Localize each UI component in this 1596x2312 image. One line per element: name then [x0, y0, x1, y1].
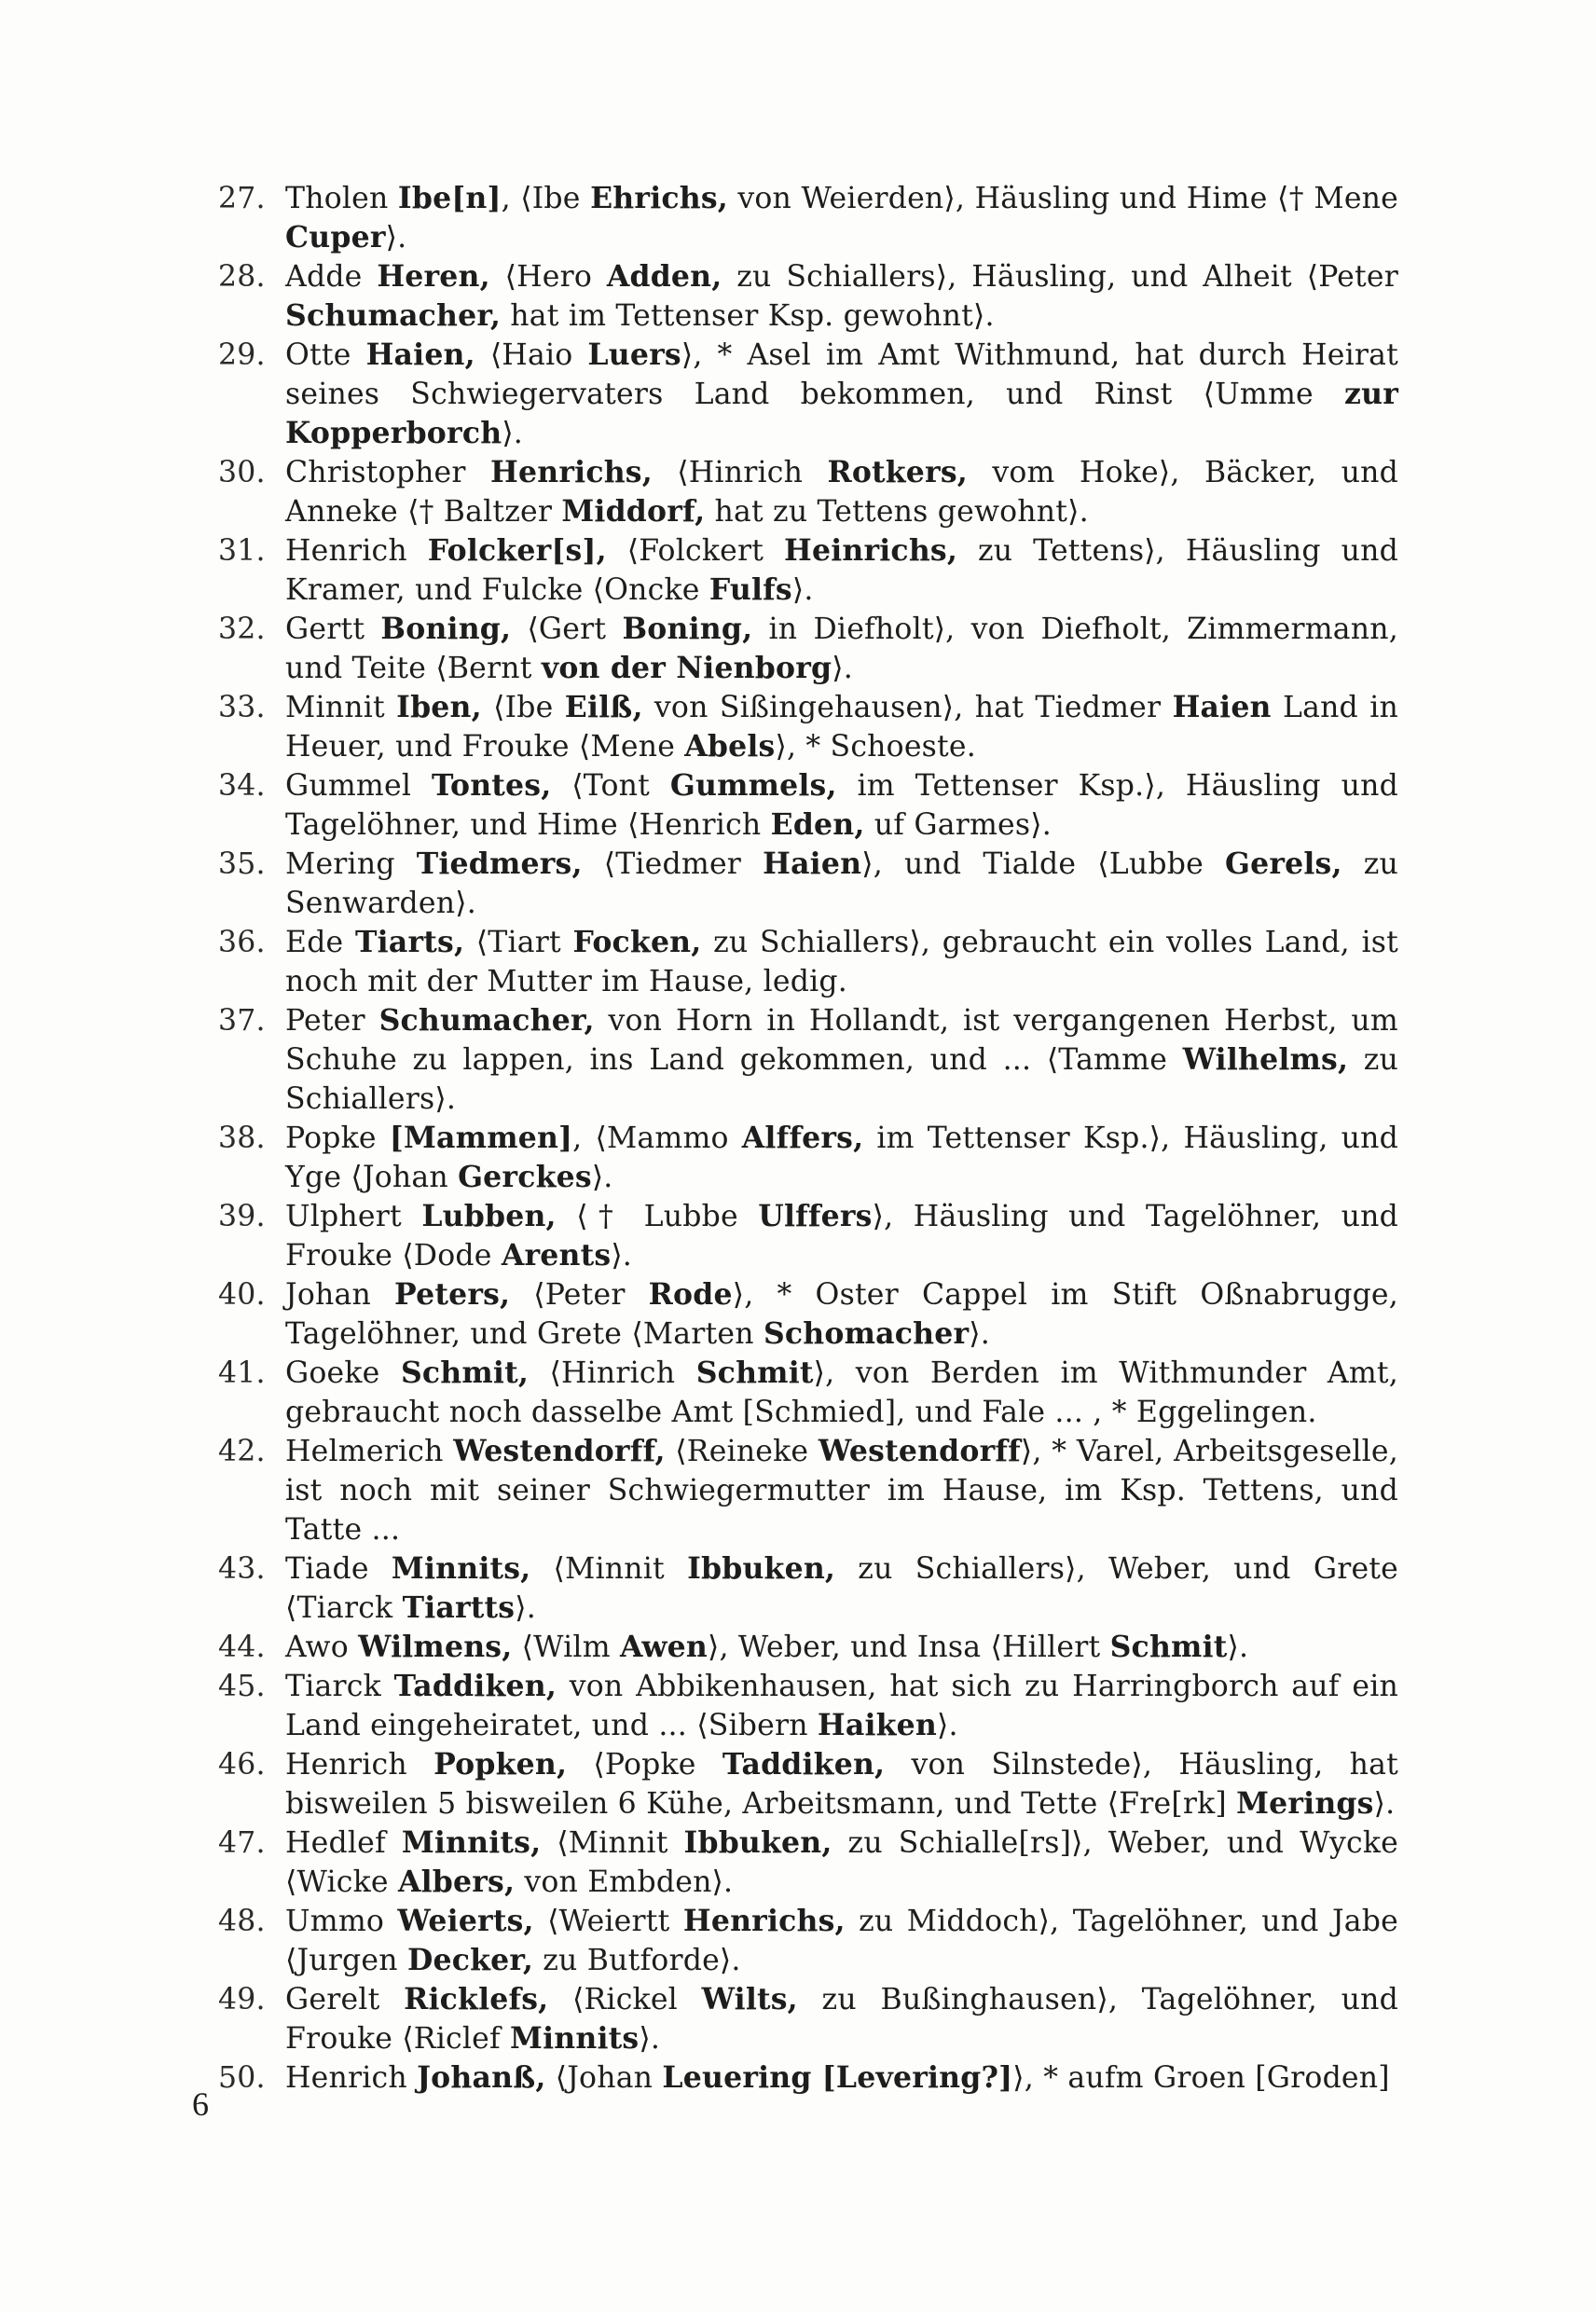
entry-text-segment: ⟨Tiedmer — [582, 847, 764, 881]
entry-name-bold: Eden, — [770, 807, 865, 842]
entry-text-segment: ⟨Peter — [510, 1278, 649, 1312]
entry-text-segment: zu Schialle[rs]⟩, Weber, und Wycke ⟨Wicke — [285, 1826, 1398, 1899]
entry-text-segment: zu Senwarden⟩. — [285, 847, 1398, 920]
entry-text-segment: Ummo — [285, 1905, 398, 1938]
entry-number: 37. — [218, 1004, 266, 1038]
entry-text-segment: Ede — [285, 926, 356, 959]
entry-text — [285, 260, 1398, 333]
entry-text-segment: ⟨Hinrich — [652, 456, 828, 489]
register-entry — [218, 1902, 1398, 1980]
entry-text-segment: Helmerich — [285, 1435, 454, 1468]
entry-name-bold: Heinrichs, — [784, 533, 958, 568]
entry-number: 43. — [218, 1552, 266, 1586]
entry-text-segment: ⟨Tiart — [464, 926, 573, 959]
entry-name-bold: [Mammen] — [389, 1121, 573, 1155]
entry-name-bold: Minnits, — [391, 1551, 531, 1586]
register-entry — [218, 1432, 1398, 1549]
entry-text-segment: ⟩. — [791, 573, 814, 607]
entry-text-segment: ⟩. — [639, 2022, 661, 2056]
entry-name-bold: Ulffers — [758, 1199, 873, 1233]
entry-text-segment: ⟩, * Varel, Arbeitsgeselle, ist noch mit seiner Schwiegermutter im Hause, im Ksp. Tettens, und Tatte ... — [285, 1435, 1398, 1547]
entry-text-segment: Otte — [285, 338, 366, 372]
register-entry — [218, 1549, 1398, 1628]
entry-text-segment: ⟩, * Oster Cappel im Stift Oßnabrugge, Tagelöhner, und Grete ⟨Marten — [285, 1278, 1398, 1351]
entry-text — [285, 612, 1398, 685]
entry-text-segment: in Diefholt⟩, von Diefholt, Zimmermann, und Teite ⟨Bernt — [285, 612, 1398, 685]
entry-text-segment: ⟨Wilm — [512, 1631, 620, 1664]
entry-text-segment: Gertt — [285, 612, 381, 646]
entry-name-bold: Merings — [1236, 1786, 1374, 1821]
entry-text-segment: ⟨Minnit — [530, 1552, 688, 1586]
entry-number: 35. — [218, 847, 266, 881]
entry-text-segment: ⟨Tont — [551, 769, 670, 803]
entry-text-segment: ⟨† Lubbe — [556, 1200, 759, 1233]
entry-number: 32. — [218, 612, 266, 646]
entry-text-segment: zu Tettens⟩, Häusling und Kramer, und Fulcke ⟨Oncke — [285, 534, 1398, 607]
entry-name-bold: Taddiken, — [722, 1747, 886, 1782]
entry-text-segment: Peter — [285, 1004, 379, 1038]
entry-text-segment: ⟨Hinrich — [529, 1356, 696, 1390]
entry-number: 44. — [218, 1631, 266, 1664]
entry-name-bold: Lubben, — [421, 1199, 557, 1233]
register-entry — [218, 1119, 1398, 1197]
entry-text-segment: Minnit — [285, 691, 397, 724]
entry-name-bold: zur Kopperborch — [285, 377, 1398, 450]
entry-name-bold: Schmit — [1109, 1630, 1228, 1664]
register-entry — [218, 453, 1398, 531]
entry-name-bold: Awen — [619, 1630, 709, 1664]
entry-text-segment: Awo — [285, 1631, 359, 1664]
entry-name-bold: Ibbuken, — [687, 1551, 836, 1586]
entry-name-bold: Henrichs, — [490, 455, 653, 489]
entry-text-segment: Gummel — [285, 769, 432, 803]
entry-name-bold: Wilts, — [701, 1982, 798, 2016]
entry-number: 47. — [218, 1826, 266, 1860]
entry-number: 49. — [218, 1983, 266, 2016]
entry-text-segment: , ⟨Mammo — [572, 1122, 742, 1155]
entry-text-segment: ⟩. — [611, 1239, 633, 1273]
entry-text-segment: ⟨Minnit — [541, 1826, 684, 1860]
entry-name-bold: Ricklefs, — [404, 1982, 549, 2016]
entry-text — [285, 769, 1398, 842]
entry-number: 48. — [218, 1905, 266, 1938]
entry-name-bold: Albers, — [397, 1865, 516, 1899]
entry-number: 46. — [218, 1748, 266, 1782]
entry-name-bold: Abels — [684, 729, 776, 764]
entry-text-segment: zu Schiallers⟩, Weber, und Grete ⟨Tiarck — [285, 1552, 1398, 1625]
entry-name-bold: Boning, — [622, 612, 753, 646]
entry-name-bold: Rotkers, — [827, 455, 968, 489]
entry-text-segment: ⟩. — [385, 221, 407, 255]
entry-text — [285, 1356, 1398, 1429]
entry-number: 29. — [218, 338, 266, 372]
entry-text-segment: ⟨Ibe — [481, 691, 565, 724]
register-entry — [218, 1745, 1398, 1823]
entry-name-bold: Haien — [763, 846, 862, 881]
entry-text — [285, 1670, 1398, 1742]
register-entry — [218, 610, 1398, 688]
entry-text-segment: ⟩. — [502, 417, 524, 450]
entry-name-bold: Gerckes — [458, 1160, 592, 1194]
register-entry — [218, 1980, 1398, 2058]
entry-number: 33. — [218, 691, 266, 724]
entry-name-bold: Weierts, — [397, 1904, 534, 1938]
entry-text-segment: Tiade — [285, 1552, 392, 1586]
entry-text — [285, 338, 1398, 450]
register-entry — [218, 1275, 1398, 1354]
page-number: 6 — [192, 2085, 209, 2123]
entry-text — [285, 926, 1398, 998]
entry-name-bold: Westendorff — [818, 1434, 1021, 1468]
entry-text-segment: zu Schiallers⟩. — [285, 1043, 1398, 1116]
entry-name-bold: Haien, — [365, 337, 475, 372]
entry-name-bold: Iben, — [396, 690, 482, 724]
entry-text-segment: ⟨Rickel — [548, 1983, 702, 2016]
entry-name-bold: Arents — [501, 1238, 612, 1273]
entry-name-bold: Tontes, — [431, 768, 552, 803]
entry-text-segment: Adde — [285, 260, 378, 294]
entry-text-segment: Mering — [285, 847, 417, 881]
entry-number: 31. — [218, 534, 266, 568]
entry-text-segment: zu Schiallers⟩, Häusling, und Alheit ⟨Peter — [722, 260, 1398, 294]
entry-text-segment: ⟨Folckert — [606, 534, 784, 568]
entry-text — [285, 456, 1398, 529]
entry-text — [285, 182, 1398, 255]
entry-text — [285, 691, 1398, 764]
entry-text-segment: ⟩. — [969, 1317, 990, 1351]
register-entry — [218, 766, 1398, 845]
entry-name-bold: Johanß, — [417, 2060, 546, 2095]
entry-name-bold: von der Nienborg — [541, 651, 832, 685]
register-entry — [218, 845, 1398, 923]
entry-text-segment: zu Butforde⟩. — [533, 1944, 741, 1977]
entry-text-segment: ⟨Popke — [567, 1748, 722, 1782]
entry-text — [285, 1122, 1398, 1194]
register-entry — [218, 1628, 1398, 1667]
entry-name-bold: Gummels, — [669, 768, 837, 803]
entry-text-segment: von Silnstede⟩, Häusling, hat bisweilen 5 bisweilen 6 Kühe, Arbeitsmann, und Tette ⟨Fre[rk] — [285, 1748, 1398, 1821]
entry-text-segment: ⟩. — [1227, 1631, 1249, 1664]
entry-text-segment: Goeke — [285, 1356, 401, 1390]
entry-text-segment: Johan — [285, 1278, 395, 1312]
entry-name-bold: Adden, — [606, 259, 722, 294]
entry-text-segment: ⟨Hero — [489, 260, 607, 294]
entry-text-segment: ⟨Gert — [511, 612, 623, 646]
entry-number: 41. — [218, 1356, 266, 1390]
entry-text-segment: ⟩, Häusling und Tagelöhner, und Frouke ⟨Dode — [285, 1200, 1398, 1273]
entry-text-segment: ⟨Weiertt — [533, 1905, 683, 1938]
register-entry — [218, 688, 1398, 766]
entry-text — [285, 1435, 1398, 1547]
entry-text-segment: ⟩. — [832, 652, 853, 685]
entry-name-bold: Schumacher, — [285, 298, 502, 333]
entry-name-bold: Minnits — [510, 2021, 640, 2056]
entry-number: 50. — [218, 2061, 266, 2095]
entry-text — [285, 1826, 1398, 1899]
entry-name-bold: Westendorff, — [453, 1434, 666, 1468]
entry-name-bold: Ibe[n] — [397, 181, 502, 215]
entry-text-segment: vom Hoke⟩, Bäcker, und Anneke ⟨† Baltzer — [285, 456, 1398, 529]
entry-text-segment: im Tettenser Ksp.⟩, Häusling und Tagelöhner, und Hime ⟨Henrich — [285, 769, 1398, 842]
entry-text — [285, 1905, 1398, 1977]
entry-text-segment: von Abbikenhausen, hat sich zu Harringborch auf ein Land eingeheiratet, und ... ⟨Sibern — [285, 1670, 1398, 1742]
entry-text-segment: zu Bußinghausen⟩, Tagelöhner, und Frouke ⟨Riclef — [285, 1983, 1398, 2056]
entry-text — [285, 534, 1398, 607]
entry-text-segment: ⟩. — [937, 1709, 958, 1742]
entry-text-segment: ⟨Reineke — [665, 1435, 819, 1468]
entry-text-segment: ⟩, und Tialde ⟨Lubbe — [861, 847, 1226, 881]
entry-text-segment: Tholen — [285, 182, 398, 215]
entry-name-bold: Heren, — [377, 259, 490, 294]
entry-name-bold: Cuper — [285, 220, 386, 255]
register-entry — [218, 179, 1398, 257]
entry-text-segment: Tiarck — [285, 1670, 394, 1703]
entry-name-bold: Focken, — [572, 925, 702, 959]
entry-text-segment: im Tettenser Ksp.⟩, Häusling, und Yge ⟨Johan — [285, 1122, 1398, 1194]
entry-text-segment: von Sißingehausen⟩, hat Tiedmer — [642, 691, 1173, 724]
entry-text-segment: Henrich — [285, 1748, 434, 1782]
entry-text — [285, 1983, 1398, 2056]
entry-name-bold: Schmit, — [400, 1356, 530, 1390]
entry-text — [285, 1552, 1398, 1625]
entry-text-segment: ⟩, * Schoeste. — [775, 730, 976, 764]
entry-text-segment: Ulphert — [285, 1200, 422, 1233]
entry-text-segment: Hedlef — [285, 1826, 402, 1860]
entry-name-bold: Haien — [1172, 690, 1272, 724]
entry-name-bold: Rode — [648, 1277, 733, 1312]
entry-name-bold: Haiken — [817, 1708, 938, 1742]
entry-text-segment: Gerelt — [285, 1983, 405, 2016]
register-entry — [218, 1667, 1398, 1745]
entry-text-segment: hat zu Tettens gewohnt⟩. — [705, 495, 1089, 529]
entry-name-bold: Boning, — [380, 612, 512, 646]
register-entry — [218, 923, 1398, 1001]
entry-text-segment: Christopher — [285, 456, 491, 489]
entry-name-bold: Gerels, — [1225, 846, 1342, 881]
register-entry — [218, 531, 1398, 610]
register-entry — [218, 1197, 1398, 1275]
register-entry — [218, 257, 1398, 336]
entry-number: 42. — [218, 1435, 266, 1468]
entry-name-bold: Tiartts — [402, 1590, 516, 1625]
entry-number: 36. — [218, 926, 266, 959]
register-entry — [218, 1354, 1399, 1432]
entry-text-segment: von Horn in Hollandt, ist vergangenen Herbst, um Schuhe zu lappen, ins Land gekommen, und ... ⟨Tamme — [285, 1004, 1398, 1077]
register-entry — [218, 2058, 1398, 2098]
entry-number: 40. — [218, 1278, 266, 1312]
entry-name-bold: Eilß, — [564, 690, 643, 724]
entry-text-segment: hat im Tettenser Ksp. gewohnt⟩. — [501, 299, 995, 333]
entry-text-segment: Henrich — [285, 2061, 418, 2095]
entry-name-bold: Schomacher — [763, 1316, 970, 1351]
entry-name-bold: Folcker[s], — [427, 533, 607, 568]
entry-text-segment: von Embden⟩. — [515, 1865, 734, 1899]
entry-name-bold: Schmit — [695, 1356, 814, 1390]
entry-text — [285, 1631, 1248, 1664]
entry-number: 34. — [218, 769, 266, 803]
register-entries — [218, 179, 1399, 2098]
entry-name-bold: Middorf, — [561, 494, 706, 529]
entry-text-segment: Popke — [285, 1122, 390, 1155]
entry-text — [285, 847, 1398, 920]
entry-text-segment: ⟩, * Asel im Amt Withmund, hat durch Heirat seines Schwiegervaters Land bekommen, und Rinst ⟨Umme — [285, 338, 1398, 411]
entry-text-segment: ⟩, * aufm Groen [Groden] — [1012, 2061, 1390, 2095]
entry-text-segment: Henrich — [285, 534, 428, 568]
entry-text — [285, 2061, 1390, 2095]
entry-number: 39. — [218, 1200, 266, 1233]
entry-text-segment: Land in Heuer, und Frouke ⟨Mene — [285, 691, 1398, 764]
entry-text — [285, 1278, 1398, 1351]
entry-number: 38. — [218, 1122, 266, 1155]
entry-text-segment: ⟨Haio — [475, 338, 588, 372]
entry-text-segment: ⟨Johan — [545, 2061, 663, 2095]
entry-text-segment: ⟩, von Berden im Withmunder Amt, gebraucht noch dasselbe Amt [Schmied], und Fale ... , * Eggelingen. — [285, 1356, 1399, 1429]
entry-name-bold: Peters, — [394, 1277, 511, 1312]
entry-name-bold: Taddiken, — [393, 1669, 557, 1703]
entry-text — [285, 1748, 1398, 1821]
entry-text-segment: ⟩, Weber, und Insa ⟨Hillert — [708, 1631, 1110, 1664]
entry-name-bold: Fulfs — [709, 572, 792, 607]
entry-text — [285, 1200, 1398, 1273]
entry-text-segment: von Weierden⟩, Häusling und Hime ⟨† Mene — [727, 182, 1398, 215]
entry-name-bold: Leuering [Levering?] — [662, 2060, 1013, 2095]
entry-text-segment: ⟩. — [1373, 1787, 1396, 1821]
entry-text-segment: uf Garmes⟩. — [864, 808, 1052, 842]
entry-name-bold: Tiedmers, — [416, 846, 583, 881]
entry-name-bold: Wilmens, — [358, 1630, 513, 1664]
entry-text-segment: zu Schiallers⟩, gebraucht ein volles Land, ist noch mit der Mutter im Hause, ledig. — [285, 926, 1398, 998]
entry-name-bold: Tiarts, — [355, 925, 465, 959]
entry-number: 30. — [218, 456, 266, 489]
entry-name-bold: Luers — [587, 337, 681, 372]
entry-text-segment: , ⟨Ibe — [501, 182, 591, 215]
entry-name-bold: Popken, — [433, 1747, 568, 1782]
entry-number: 28. — [218, 260, 266, 294]
entry-text — [285, 1004, 1398, 1116]
entry-name-bold: Ibbuken, — [683, 1825, 832, 1860]
entry-number: 27. — [218, 182, 266, 215]
entry-name-bold: Ehrichs, — [590, 181, 728, 215]
entry-text-segment: ⟩. — [591, 1161, 613, 1194]
register-entry — [218, 1001, 1398, 1119]
entry-name-bold: Minnits, — [401, 1825, 542, 1860]
entry-text-segment: zu Middoch⟩, Tagelöhner, und Jabe ⟨Jurgen — [285, 1905, 1398, 1977]
entry-name-bold: Decker, — [406, 1943, 534, 1977]
entry-name-bold: Henrichs, — [682, 1904, 846, 1938]
entry-number: 45. — [218, 1670, 266, 1703]
entry-text-segment: ⟩. — [515, 1591, 536, 1625]
entry-name-bold: Schumacher, — [378, 1003, 595, 1038]
register-entry — [218, 336, 1398, 453]
register-entry — [218, 1823, 1398, 1902]
entry-name-bold: Wilhelms, — [1182, 1042, 1349, 1077]
entry-name-bold: Alffers, — [741, 1121, 864, 1155]
